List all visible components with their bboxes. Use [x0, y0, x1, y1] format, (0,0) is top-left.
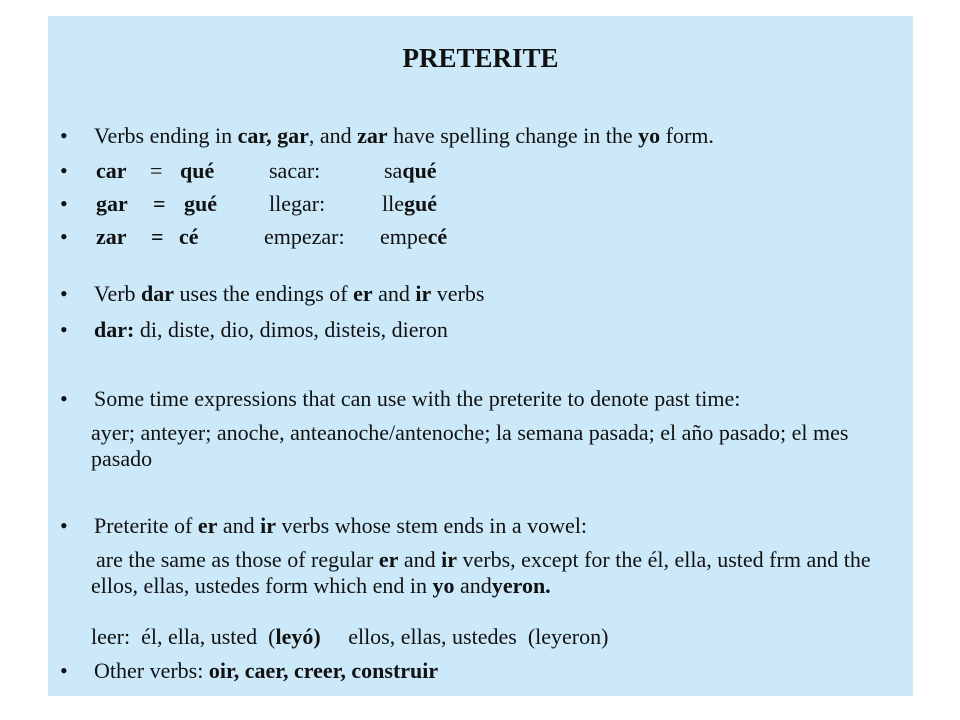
explanation-text — [91, 547, 889, 599]
text: uses the endings of — [174, 281, 354, 306]
bullet-dot: • — [60, 224, 68, 249]
text: leer: él, ella, usted ( — [91, 624, 276, 649]
text: and — [372, 281, 416, 306]
term-ir: ir — [441, 547, 458, 572]
text: form. — [660, 123, 714, 148]
rule-eq: = — [150, 158, 163, 183]
rule-example — [382, 191, 903, 217]
equals: = — [153, 191, 166, 216]
text: Other verbs: — [94, 658, 209, 683]
slide-title: PRETERITE — [402, 43, 559, 73]
text: are the same as those of regular — [96, 547, 379, 572]
bullet-dot: • — [60, 317, 68, 342]
changed-ending: cé — [427, 224, 448, 249]
term-car: car, — [237, 123, 272, 148]
term-zar: zar — [357, 123, 388, 148]
bullet-text — [94, 123, 903, 149]
text: and — [398, 547, 442, 572]
ending: car — [96, 158, 127, 183]
text: verbs whose stem ends in a vowel: — [276, 513, 588, 538]
text: and — [217, 513, 261, 538]
term-er: er — [353, 281, 373, 306]
term-dar: dar: — [94, 317, 135, 342]
text: have spelling change in the — [387, 123, 639, 148]
text: ellos, ellas, ustedes (leyeron) — [320, 624, 609, 649]
bullet-text — [94, 513, 903, 539]
text: and — [454, 573, 492, 598]
bullet-dot: • — [60, 191, 68, 216]
stem: sa — [384, 158, 403, 183]
spelling: gué — [184, 191, 217, 216]
bullet-text — [94, 281, 903, 307]
term-ir: ir — [415, 281, 432, 306]
bullet-dot: • — [60, 281, 68, 306]
text: Preterite of — [94, 513, 198, 538]
term-yo: yo — [432, 573, 455, 598]
vowel-stem-explanation — [48, 547, 913, 603]
spelling: cé — [179, 224, 199, 249]
slide — [48, 16, 913, 696]
changed-ending: qué — [402, 158, 437, 183]
time-expressions-text: ayer; anteyer; anoche, anteanoche/antenoche; la semana pasada; el año pasado; el mes pasado — [91, 420, 849, 471]
ending: zar — [96, 224, 127, 249]
rule-verb: empezar: — [264, 224, 345, 249]
term-yo: yo — [638, 123, 661, 148]
text: di, diste, dio, dimos, disteis, dieron — [134, 317, 448, 342]
example-text — [91, 624, 903, 650]
text: verbs, except for the él, ella, usted frm and the ellos, ellas, ustedes form which end in — [91, 547, 871, 598]
changed-ending: gué — [404, 191, 437, 216]
text: , and — [308, 123, 358, 148]
text: verbs — [431, 281, 485, 306]
bullet-text — [94, 317, 903, 343]
term-leyo: leyó) — [275, 624, 321, 649]
ending: gar — [96, 191, 128, 216]
bullet-dot: • — [60, 658, 68, 683]
term-gar: gar — [277, 123, 309, 148]
bullet-dot: • — [60, 158, 68, 183]
verb-list: oir, caer, creer, construir — [208, 658, 439, 683]
text: Verbs ending in — [94, 123, 238, 148]
rule-verb: sacar: — [269, 158, 321, 183]
term-er: er — [197, 513, 218, 538]
bullet-text: Some time expressions that can use with the preterite to denote past time: — [94, 386, 741, 411]
equals: = — [151, 224, 164, 249]
rule-verb: llegar: — [269, 191, 326, 216]
text: Verb — [94, 281, 142, 306]
bullet-dot: • — [60, 386, 68, 411]
term-er: er — [378, 547, 399, 572]
bullet-dot: • — [60, 513, 68, 538]
time-expressions-list — [48, 420, 913, 472]
term-ir: ir — [260, 513, 277, 538]
rule-example — [384, 158, 903, 184]
rule-example — [380, 224, 903, 250]
term-yeron: yeron. — [491, 573, 551, 598]
bullet-text — [94, 658, 903, 684]
stem: empe — [380, 224, 428, 249]
spelling: qué — [180, 158, 215, 183]
term-dar: dar — [141, 281, 175, 306]
stem: lle — [382, 191, 404, 216]
bullet-dot: • — [60, 123, 68, 148]
